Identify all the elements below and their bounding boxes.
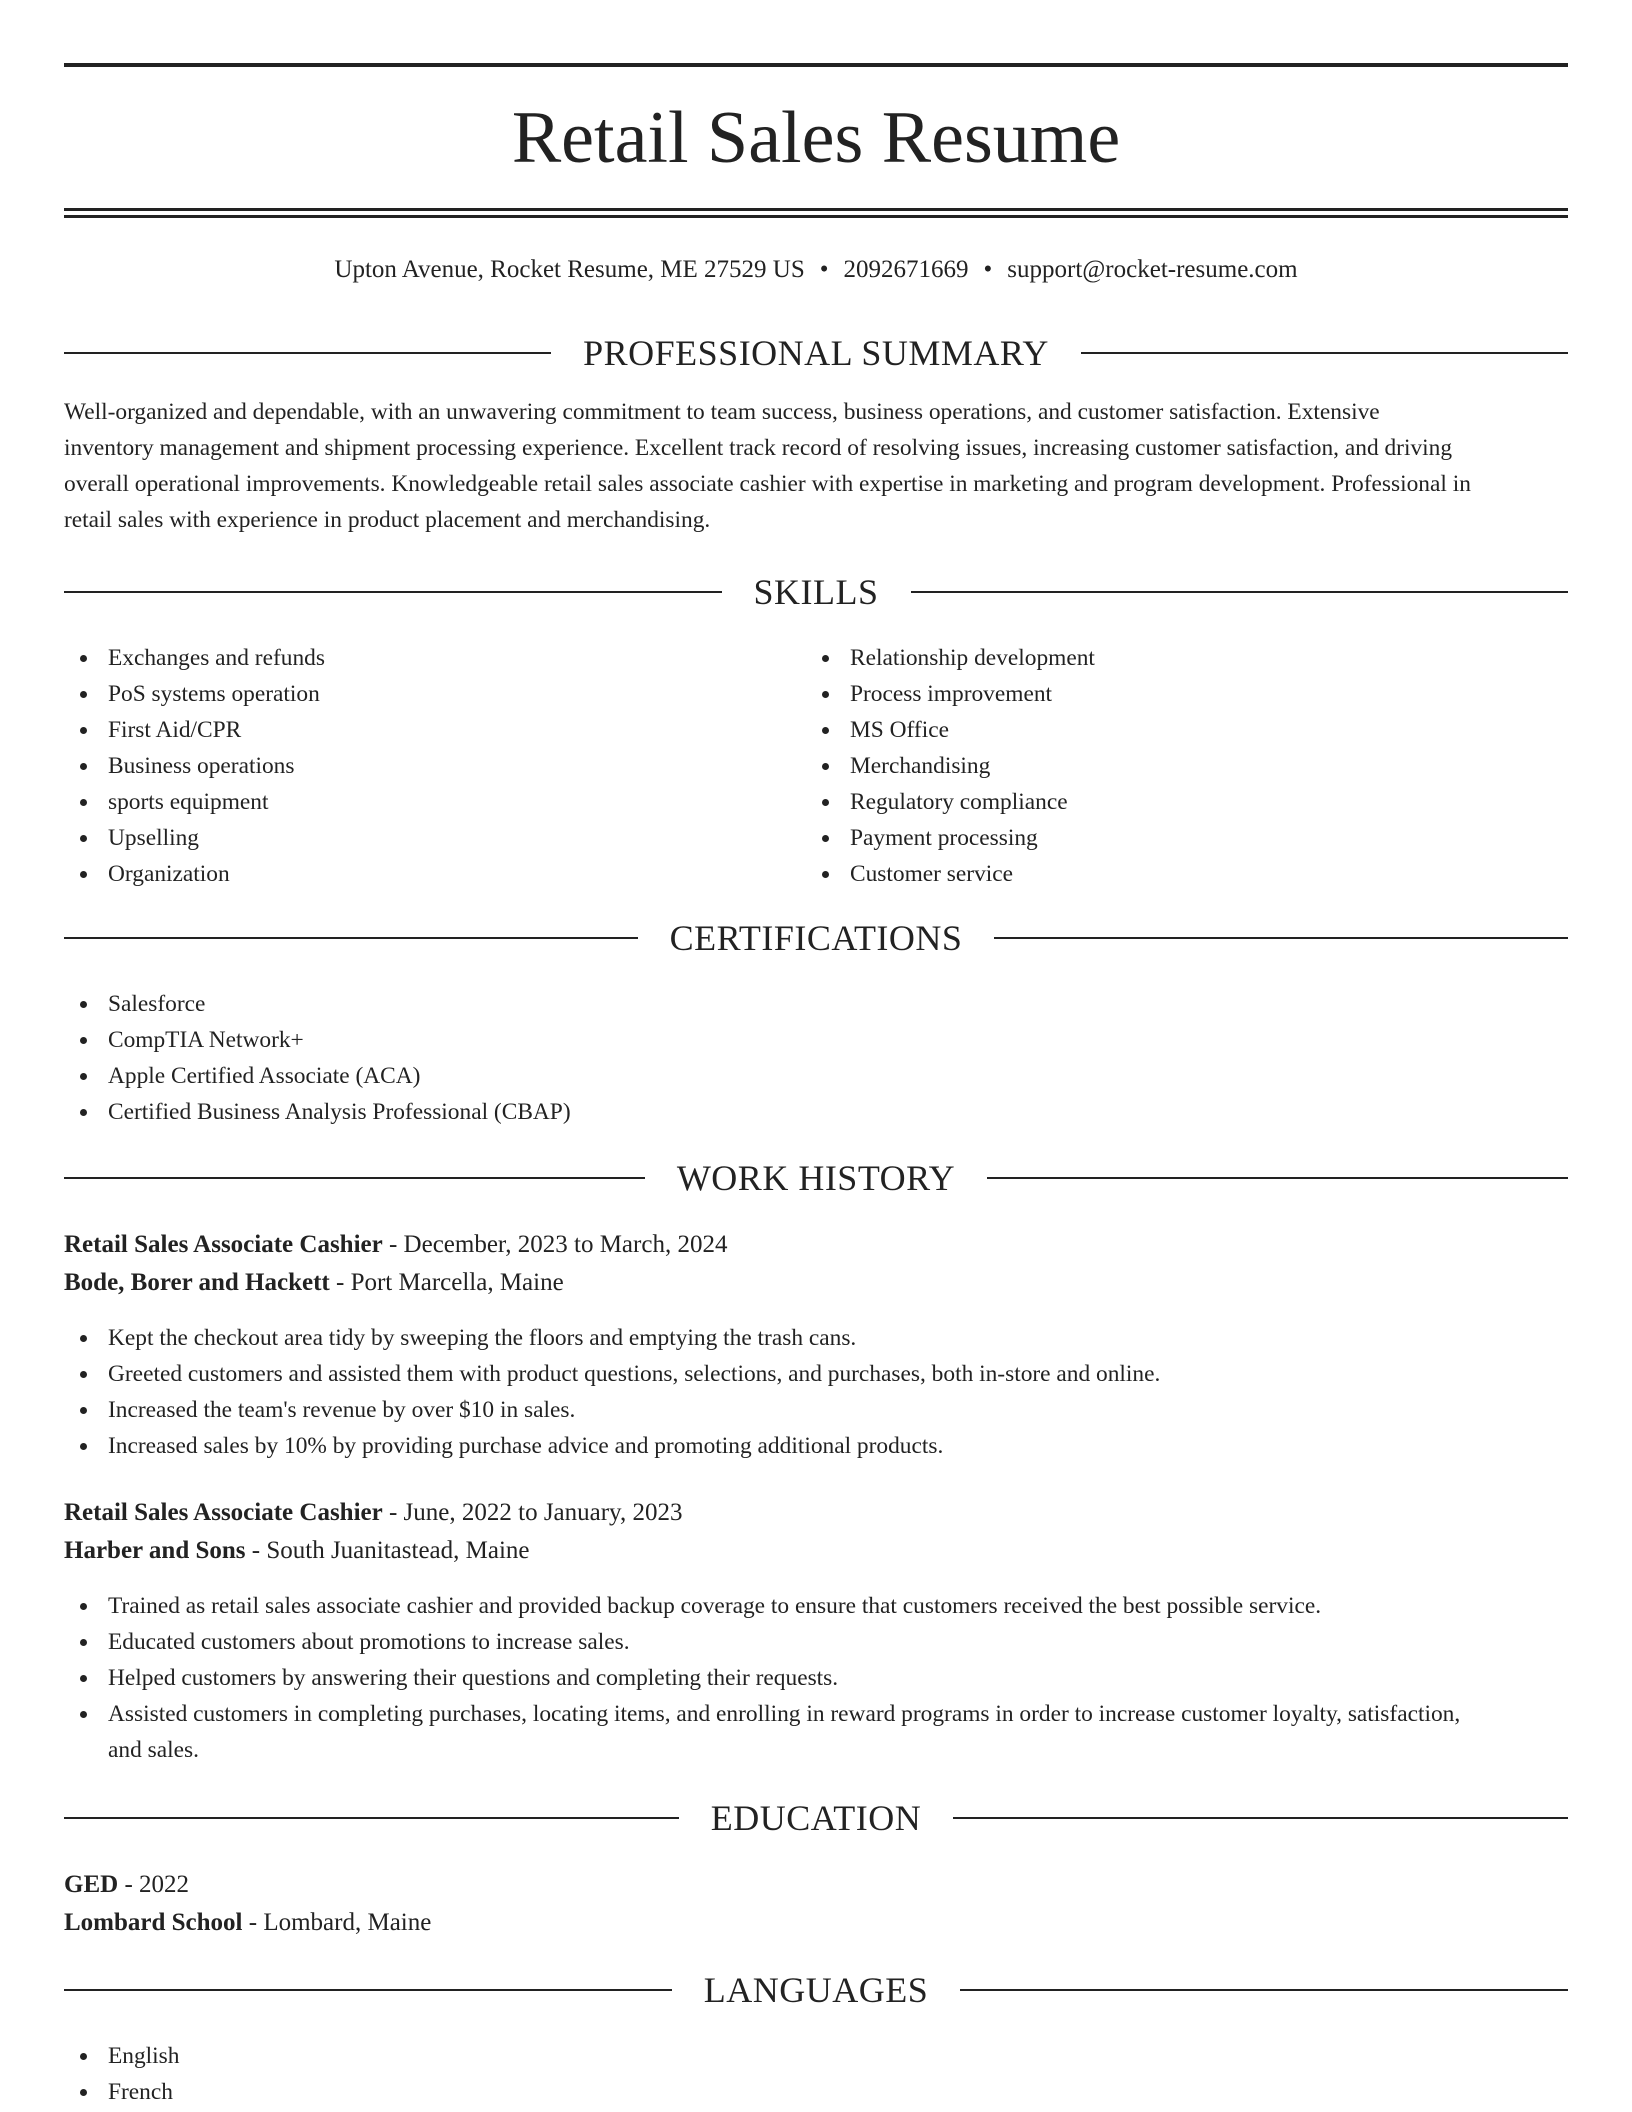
section-heading-work: [64, 1156, 1568, 1200]
skill-item: Customer service: [806, 856, 1506, 892]
section-title: CERTIFICATIONS: [669, 918, 963, 958]
job-bullet: Educated customers about promotions to increase sales.: [64, 1624, 1568, 1660]
section-heading-education: [64, 1796, 1568, 1840]
job-bullet: Increased sales by 10% by providing purchase advice and promoting additional products.: [64, 1428, 1568, 1464]
divider-line: [64, 937, 638, 939]
section-title: SKILLS: [753, 572, 879, 612]
section-title: EDUCATION: [710, 1798, 922, 1838]
education-degree: GED: [64, 1871, 119, 1898]
job-bullet: Increased the team's revenue by over $10 in sales.: [64, 1392, 1568, 1428]
job-company: Harber and Sons: [64, 1537, 246, 1564]
skill-item: Upselling: [64, 820, 764, 856]
divider-line: [994, 937, 1568, 939]
education-location: - Lombard, Maine: [242, 1909, 432, 1936]
job-bullet-line: and sales.: [108, 1737, 199, 1763]
skill-item: MS Office: [806, 712, 1506, 748]
section-heading-languages: [64, 1968, 1568, 2012]
contact-line: [64, 252, 1568, 288]
language-item: French: [64, 2074, 1568, 2110]
skills-column-left: [64, 640, 764, 892]
divider-line: [64, 591, 722, 593]
job-bullet: Kept the checkout area tidy by sweeping the floors and emptying the trash cans.: [64, 1320, 1568, 1356]
summary-line: Well-organized and dependable, with an unwavering commitment to team success, business operations, and customer satisfaction. Extensive: [64, 399, 1380, 425]
title-rule-upper: [64, 208, 1568, 211]
skill-item: PoS systems operation: [64, 676, 764, 712]
divider-line: [953, 1817, 1568, 1819]
education-school-line: [64, 1904, 1568, 1942]
job-location: - South Juanitastead, Maine: [245, 1537, 530, 1564]
section-title: WORK HISTORY: [676, 1158, 956, 1198]
education-school: Lombard School: [64, 1909, 243, 1936]
job-title: Retail Sales Associate Cashier: [64, 1499, 383, 1526]
education-degree-line: [64, 1866, 1568, 1904]
job-company-line: [64, 1264, 1568, 1302]
summary-line: retail sales with experience in product placement and merchandising.: [64, 507, 711, 533]
certifications-list: [64, 986, 1568, 1130]
top-rule: [64, 63, 1568, 67]
section-title: PROFESSIONAL SUMMARY: [583, 333, 1049, 373]
contact-phone: 2092671669: [843, 256, 969, 283]
section-title: LANGUAGES: [703, 1970, 929, 2010]
job-bullet: Greeted customers and assisted them with product questions, selections, and purchases, both in-store and online.: [64, 1356, 1568, 1392]
divider-line: [64, 1989, 672, 1991]
job-company-line: [64, 1532, 1568, 1570]
language-item: English: [64, 2038, 1568, 2074]
skills-column-right: [806, 640, 1506, 892]
section-heading-certifications: [64, 916, 1568, 960]
job-title-line: [64, 1494, 1568, 1532]
languages-list: [64, 2038, 1568, 2110]
certification-item: Salesforce: [64, 986, 1568, 1022]
education-entry: [64, 1866, 1568, 1942]
job-title: Retail Sales Associate Cashier: [64, 1231, 383, 1258]
certification-item: Apple Certified Associate (ACA): [64, 1058, 1568, 1094]
job-bullet: [64, 1696, 1568, 1768]
job-company: Bode, Borer and Hackett: [64, 1269, 330, 1296]
job-bullets: [64, 1588, 1568, 1768]
job-bullets: [64, 1320, 1568, 1464]
divider-line: [1081, 352, 1568, 354]
title-rule-lower: [64, 215, 1568, 218]
job-bullet: Helped customers by answering their questions and completing their requests.: [64, 1660, 1568, 1696]
divider-line: [987, 1177, 1568, 1179]
job-location: - Port Marcella, Maine: [329, 1269, 564, 1296]
job-dates: - December, 2023 to March, 2024: [382, 1231, 728, 1258]
section-heading-skills: [64, 570, 1568, 614]
summary-line: overall operational improvements. Knowledgeable retail sales associate cashier with expertise in marketing and program development. Professional in: [64, 471, 1471, 497]
skill-item: Process improvement: [806, 676, 1506, 712]
divider-line: [64, 352, 551, 354]
skills-list: [64, 640, 1568, 896]
divider-line: [911, 591, 1569, 593]
skill-item: Organization: [64, 856, 764, 892]
contact-separator: •: [819, 256, 829, 283]
certification-item: Certified Business Analysis Professional (CBAP): [64, 1094, 1568, 1130]
summary-line: inventory management and shipment processing experience. Excellent track record of resolving issues, increasing customer satisfaction, and driving: [64, 435, 1453, 461]
divider-line: [64, 1817, 679, 1819]
resume-title: Retail Sales Resume: [511, 97, 1121, 179]
certification-item: CompTIA Network+: [64, 1022, 1568, 1058]
skill-item: sports equipment: [64, 784, 764, 820]
job-title-line: [64, 1226, 1568, 1264]
job-bullet-line: Assisted customers in completing purchases, locating items, and enrolling in reward programs in order to increase customer loyalty, satisfaction,: [108, 1701, 1461, 1727]
job-bullet: Trained as retail sales associate cashier and provided backup coverage to ensure that customers received the best possible service.: [64, 1588, 1568, 1624]
job-dates: - June, 2022 to January, 2023: [382, 1499, 683, 1526]
divider-line: [64, 1177, 645, 1179]
contact-email: support@rocket-resume.com: [1007, 256, 1298, 283]
skill-item: Business operations: [64, 748, 764, 784]
section-heading-summary: [64, 331, 1568, 375]
job-entry: [64, 1494, 1568, 1570]
job-entry: [64, 1226, 1568, 1302]
contact-address: Upton Avenue, Rocket Resume, ME 27529 US: [334, 256, 805, 283]
skill-item: Payment processing: [806, 820, 1506, 856]
skill-item: Relationship development: [806, 640, 1506, 676]
skill-item: Exchanges and refunds: [64, 640, 764, 676]
skill-item: Regulatory compliance: [806, 784, 1506, 820]
contact-separator: •: [983, 256, 993, 283]
skill-item: First Aid/CPR: [64, 712, 764, 748]
divider-line: [960, 1989, 1568, 1991]
skill-item: Merchandising: [806, 748, 1506, 784]
summary-text: [64, 394, 1568, 538]
education-year: - 2022: [118, 1871, 190, 1898]
